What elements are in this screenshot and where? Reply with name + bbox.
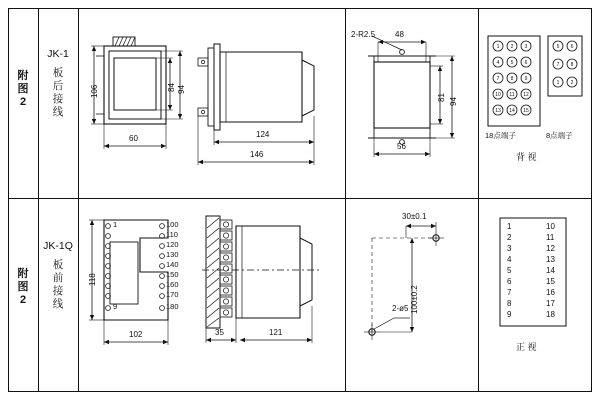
svg-text:3: 3 (524, 44, 528, 50)
row2-term-left-4: 4 (507, 255, 512, 264)
row1-front-view-svg (82, 22, 187, 182)
svg-text:7: 7 (556, 62, 560, 68)
row1-terminal-left-caption: 18点端子 (485, 131, 516, 140)
row1-dim-60: 60 (129, 134, 138, 143)
column-divider-3 (345, 8, 346, 392)
row2-term-left-8: 8 (507, 299, 512, 308)
row2-ref-label (10, 268, 36, 307)
svg-text:10: 10 (495, 92, 501, 98)
row2-front-num-110: 110 (166, 230, 178, 239)
row2-front-num-150: 150 (166, 270, 179, 279)
row2-front-num-9: 9 (113, 302, 118, 311)
row2-front-num-140: 140 (166, 260, 179, 269)
row2-term-left-6: 6 (507, 277, 512, 286)
row2-term-right-15: 15 (546, 277, 555, 286)
row2-desc-char-3: 接 (52, 285, 64, 297)
row1-dim-48: 48 (395, 30, 404, 39)
row2-model-label (40, 240, 76, 311)
svg-text:5: 5 (556, 44, 560, 50)
svg-text:7: 7 (496, 76, 500, 82)
row2-ref-char-2: 图 (17, 281, 29, 293)
row1-desc-char-1: 板 (52, 67, 64, 79)
row2-side-view-svg (196, 208, 341, 388)
row1-dim-r25: 2-R2.5 (351, 30, 376, 39)
row1-ref-label (10, 70, 36, 109)
row2-dim-121: 121 (269, 328, 283, 337)
row2-term-left-5: 5 (507, 266, 512, 275)
svg-text:1: 1 (556, 80, 560, 86)
row2-front-num-170: 170 (166, 290, 179, 299)
svg-text:2: 2 (570, 80, 574, 86)
column-divider-1 (38, 8, 39, 392)
svg-text:8: 8 (570, 62, 574, 68)
row2-side-view (196, 208, 341, 388)
row2-dim-35: 35 (215, 328, 224, 337)
row2-dim-118: 118 (88, 273, 97, 286)
row2-term-right-10: 10 (546, 222, 555, 231)
svg-text:9: 9 (524, 76, 528, 82)
row2-term-right-17: 17 (546, 299, 555, 308)
row2-term-left-1: 1 (507, 222, 512, 231)
row1-model-label (40, 48, 76, 119)
row2-term-right-16: 16 (546, 288, 555, 297)
row2-dim-30: 30±0.1 (402, 212, 427, 221)
row2-term-left-9: 9 (507, 310, 512, 319)
row1-desc-char-2: 后 (52, 80, 64, 92)
row1-dim-94: 94 (449, 97, 458, 106)
row1-desc-char-3: 接 (52, 93, 64, 105)
row1-side-view-svg (190, 22, 340, 182)
row2-term-left-3: 3 (507, 244, 512, 253)
row2-terminal-svg (482, 208, 588, 388)
row1-dim-146: 146 (250, 150, 264, 159)
row2-front-num-120: 120 (166, 240, 179, 249)
svg-text:6: 6 (524, 60, 528, 66)
row1-dim-81: 81 (437, 93, 446, 102)
row2-desc-char-2: 前 (52, 272, 64, 284)
row2-dim-100: 100±0.2 (410, 285, 419, 314)
row2-front-num-180: 180 (166, 302, 179, 311)
row1-ref-char-3: 2 (19, 96, 27, 108)
row2-ref-char-1: 附 (17, 268, 29, 280)
row2-ref-char-3: 2 (19, 294, 27, 306)
row2-terminal-view (482, 208, 588, 388)
row1-dim-84: 84 (167, 83, 176, 92)
row2-desc-char-1: 板 (52, 259, 64, 271)
svg-text:14: 14 (509, 108, 515, 114)
row2-term-right-18: 18 (546, 310, 555, 319)
row1-ref-char-2: 图 (17, 83, 29, 95)
row1-dim-124: 124 (256, 130, 270, 139)
row2-term-left-7: 7 (507, 288, 512, 297)
svg-text:12: 12 (523, 92, 529, 98)
row1-dim-56: 56 (397, 142, 406, 151)
row2-front-num-100: 100 (166, 220, 179, 229)
row1-side-view (190, 22, 340, 182)
row-divider (8, 198, 592, 199)
column-divider-2 (78, 8, 79, 392)
row2-term-right-13: 13 (546, 255, 555, 264)
row1-dim-94: 94 (177, 85, 186, 94)
row1-front-view (82, 22, 187, 182)
row2-terminal-view-caption: 正 视 (516, 342, 537, 352)
svg-text:6: 6 (570, 44, 574, 50)
row1-terminal-view (482, 22, 588, 182)
row2-term-right-11: 11 (546, 233, 555, 242)
row2-front-num-130: 130 (166, 250, 179, 259)
row2-cutout-view (350, 208, 475, 388)
row2-model-text: JK-1Q (43, 240, 73, 252)
svg-text:1: 1 (496, 44, 500, 50)
row2-front-view (82, 208, 192, 388)
svg-text:4: 4 (496, 60, 500, 66)
row1-dim-106: 106 (90, 84, 99, 98)
row1-terminal-view-caption: 背 视 (516, 152, 537, 162)
row2-front-num-160: 160 (166, 280, 179, 289)
row1-model-text: JK-1 (47, 48, 69, 60)
svg-text:8: 8 (510, 76, 514, 82)
row2-term-left-2: 2 (507, 233, 512, 242)
row1-terminal-right-caption: 8点端子 (546, 131, 573, 140)
row1-cutout-view (350, 22, 475, 182)
row2-desc-char-4: 线 (52, 298, 64, 310)
row2-dim-102: 102 (129, 330, 143, 339)
svg-text:2: 2 (510, 44, 514, 50)
svg-text:5: 5 (510, 60, 514, 66)
row2-front-num-1: 1 (113, 220, 118, 229)
row1-ref-char-1: 附 (17, 70, 29, 82)
row2-dim-2-d5: 2-ø5 (392, 304, 409, 313)
svg-text:13: 13 (495, 108, 501, 114)
svg-text:15: 15 (523, 108, 529, 114)
row2-term-right-14: 14 (546, 266, 555, 275)
row2-term-right-12: 12 (546, 244, 555, 253)
svg-text:11: 11 (509, 92, 515, 98)
column-divider-4 (478, 8, 479, 392)
row1-desc-char-4: 线 (52, 106, 64, 118)
